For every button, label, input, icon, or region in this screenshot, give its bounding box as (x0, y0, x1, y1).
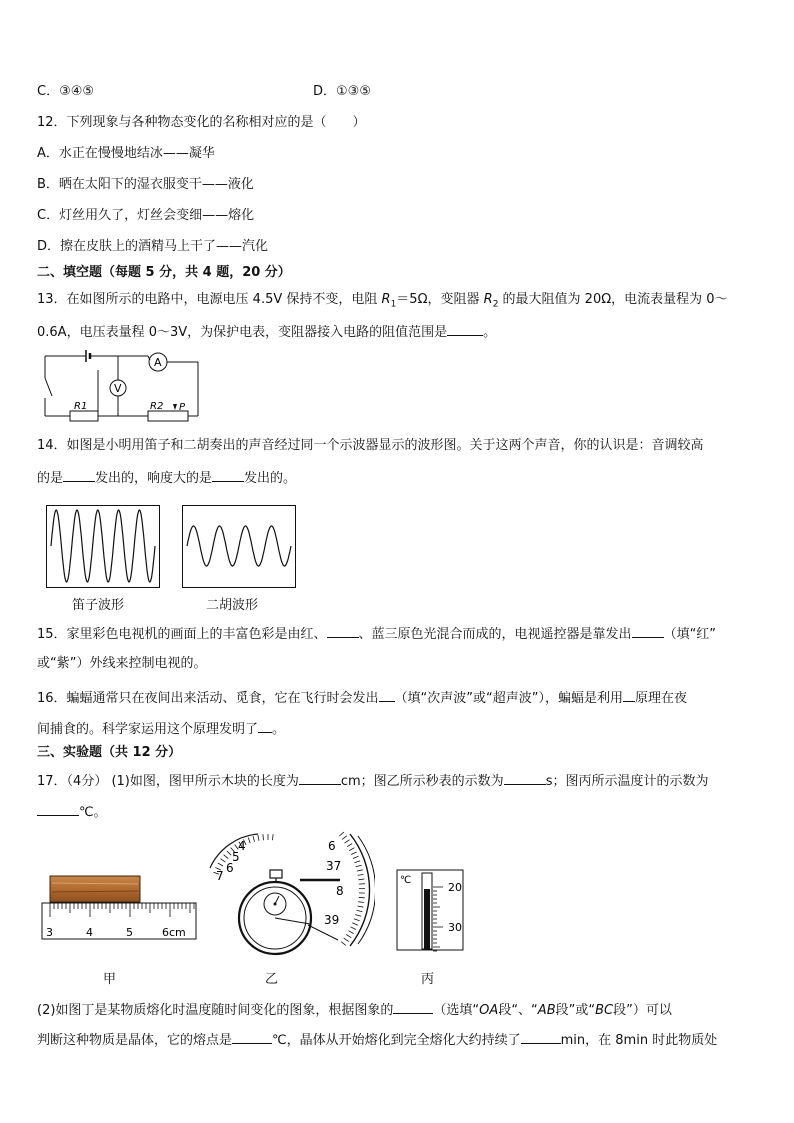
caption-bing: 丙 (421, 972, 435, 987)
ruler-label-3: 3 (46, 926, 53, 939)
q17-blank-stopwatch[interactable] (504, 771, 546, 785)
q17-p2-blank-duration[interactable] (521, 1030, 561, 1044)
q14-text-c: 发出的。 (244, 471, 297, 486)
caption-erhu: 二胡波形 (206, 598, 259, 613)
q17-p2-text-h: min，在 8min 时此物质处 (560, 1033, 718, 1048)
r2-label: R2 (150, 401, 164, 412)
q15-text-a: 15．家里彩色电视机的画面上的丰富色彩是由红、 (37, 627, 327, 642)
q13-circuit-diagram (40, 348, 205, 428)
q12-stem: 12．下列现象与各种物态变化的名称相对应的是（ ） (37, 115, 366, 130)
slider-arrow (173, 404, 177, 410)
q17-blank-temp[interactable] (37, 802, 79, 816)
q14-line1: 14．如图是小明用笛子和二胡奏出的声音经过同一个示波器显示的波形图。关于这两个声音，你的认识是：音调较高 (37, 438, 704, 453)
q13-r1-sub: 1 (390, 299, 397, 310)
q16-text-b: （填“次声波”或“超声波”），蝙蝠是利用 (394, 691, 623, 706)
q17-p2-text-b: （选填“ (433, 1003, 480, 1018)
q17-text-c: s；图丙所示温度计的示数为 (545, 774, 709, 789)
second-dial-8: 8 (336, 884, 344, 898)
q16-text-d: 间捕食的。科学家运用这个原理发明了 (37, 722, 259, 737)
q13-text-e: 。 (483, 325, 497, 340)
q14-text-b: 发出的，响度大的是 (95, 471, 213, 486)
q15-line2: 或“紫”）外线来控制电视的。 (37, 656, 207, 671)
q12-option-b: B．晒在太阳下的湿衣服变干——液化 (37, 177, 254, 192)
q17-p2-blank-segment[interactable] (393, 1000, 433, 1014)
ammeter-label: A (154, 356, 162, 369)
q17-p2-text-c: 段“、“ (498, 1003, 538, 1018)
voltmeter-label: V (114, 382, 122, 395)
q17-p2-bc: BC (595, 1003, 614, 1018)
minute-dial-5: 5 (232, 850, 240, 864)
q17-p2-blank-melting-point[interactable] (232, 1030, 272, 1044)
q11-option-c: C．③④⑤ (37, 84, 95, 99)
q13-text-c: 的最大阻值为 20Ω，电流表量程为 0～ (498, 292, 728, 307)
q17-text-a: 17．（4分） (1)如图，图甲所示木块的长度为 (37, 774, 299, 789)
q14-text-a: 的是 (37, 471, 64, 486)
q17-line1 (37, 771, 708, 791)
q17-p2-ab: AB (537, 1003, 556, 1018)
q13-line2 (37, 322, 496, 342)
q15-line1 (37, 624, 716, 644)
q17-blank-length[interactable] (299, 771, 341, 785)
second-dial-37: 37 (326, 859, 342, 873)
minute-dial-7: 7 (216, 869, 224, 883)
minute-dial-6: 6 (226, 861, 234, 875)
ruler-label-4: 4 (86, 926, 93, 939)
r1-resistor (70, 411, 98, 421)
q16-blank-2[interactable] (623, 688, 635, 702)
q16-text-c: 原理在夜 (635, 691, 688, 706)
q17-p2-text-a: (2)如图丁是某物质熔化时温度随时间变化的图象，根据图象的 (37, 1003, 394, 1018)
flute-waveform (51, 510, 155, 582)
second-dial-6: 6 (328, 839, 336, 853)
q17-p2-oa: OA (479, 1003, 499, 1018)
q14-blank-1[interactable] (63, 468, 95, 482)
q13-line1 (37, 291, 728, 314)
q13-text-b: ＝5Ω，变阻器 (396, 292, 484, 307)
ruler-label-6cm: 6cm (162, 926, 186, 939)
q16-text-a: 16．蝙蝠通常只在夜间出来活动、觅食，它在飞行时会发出 (37, 691, 379, 706)
q17-text-b: cm；图乙所示秒表的示数为 (340, 774, 504, 789)
q16-text-e: 。 (272, 722, 286, 737)
q12-option-a: A．水正在慢慢地结冰——凝华 (37, 146, 215, 161)
erhu-waveform (187, 526, 291, 566)
q14-line2 (37, 468, 296, 488)
q16-line1 (37, 688, 687, 708)
q17-p2-text-g: ℃，晶体从开始熔化到完全熔化大约持续了 (272, 1033, 521, 1048)
q17-text-d: ℃。 (79, 805, 107, 820)
q17-line2 (37, 802, 107, 822)
wooden-block (50, 876, 140, 902)
q13-r1: R (381, 292, 391, 307)
q15-blank-1[interactable] (327, 624, 359, 638)
thermometer-figure (396, 869, 466, 953)
stopwatch-crown (270, 870, 282, 878)
thermometer-label-30: 30 (448, 921, 462, 934)
minute-dial-4: 4 (238, 839, 246, 853)
q17-p2-text-e: 段”）可以 (613, 1003, 672, 1018)
q17-part2-line2 (37, 1030, 717, 1050)
slider-label: P (179, 402, 186, 413)
caption-flute: 笛子波形 (72, 598, 125, 613)
q11-option-d: D．①③⑤ (313, 84, 371, 99)
q13-answer-blank[interactable] (447, 322, 483, 336)
q15-text-c: （填“红” (663, 627, 717, 642)
q12-option-c: C．灯丝用久了，灯丝会变细——熔化 (37, 208, 255, 223)
q12-option-d: D．擦在皮肤上的酒精马上干了——汽化 (37, 239, 269, 254)
second-dial-39: 39 (324, 913, 340, 927)
q15-text-b: 、蓝三原色光混合而成的，电视遥控器是靠发出 (358, 627, 632, 642)
section-experiment-heading: 三、实验题（共 12 分） (37, 745, 182, 760)
q14-blank-2[interactable] (212, 468, 244, 482)
ruler-figure (40, 870, 200, 942)
q14-waveform-figures (46, 505, 298, 589)
q15-blank-2[interactable] (632, 624, 664, 638)
caption-jia: 甲 (103, 972, 117, 987)
q17-p2-text-d: 段”或“ (555, 1003, 596, 1018)
thermometer-unit: ℃ (400, 875, 412, 886)
r1-label: R1 (74, 401, 88, 412)
thermometer-label-20: 20 (448, 881, 462, 894)
q16-blank-1[interactable] (379, 688, 395, 702)
q16-blank-3[interactable] (258, 719, 272, 733)
ruler-label-5: 5 (126, 926, 133, 939)
caption-yi: 乙 (265, 972, 279, 987)
q17-part2-line1 (37, 1000, 672, 1020)
q13-text-d: 0.6A，电压表量程 0～3V，为保护电表，变阻器接入电路的阻值范围是 (37, 325, 448, 340)
q13-text-a: 13．在如图所示的电路中，电源电压 4.5V 保持不变，电阻 (37, 292, 382, 307)
q16-line2 (37, 719, 285, 739)
stopwatch-figure (200, 828, 375, 956)
q13-r2-sub: 2 (492, 299, 499, 310)
section-fill-in-heading: 二、填空题（每题 5 分，共 4 题，20 分） (37, 265, 291, 280)
q13-r2: R (483, 292, 493, 307)
thermometer-liquid-column (424, 889, 430, 949)
q17-p2-text-f: 判断这种物质是晶体，它的熔点是 (37, 1033, 233, 1048)
